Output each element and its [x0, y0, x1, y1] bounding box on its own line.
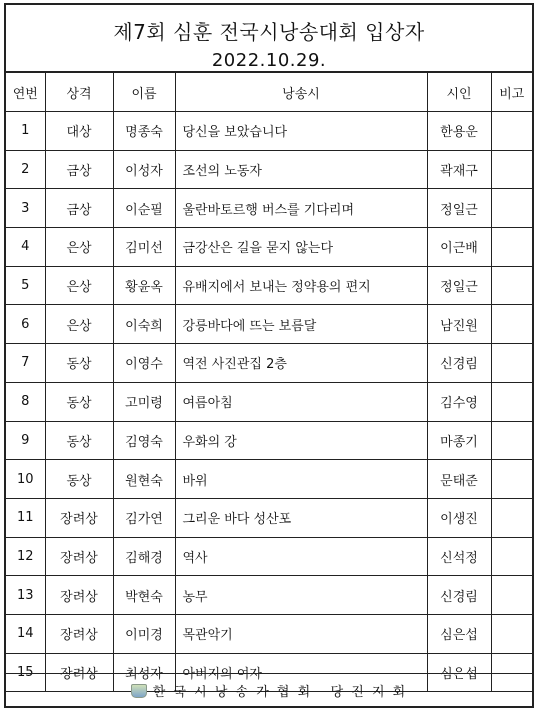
cell-poet: 곽재구 [427, 150, 491, 189]
table-row [6, 305, 532, 344]
cell-award: 동상 [45, 344, 113, 383]
cell-no: 6 [6, 305, 45, 344]
cell-award: 장려상 [45, 576, 113, 615]
cell-poet: 정일근 [427, 189, 491, 228]
cell-note [491, 460, 532, 499]
cell-award: 동상 [45, 421, 113, 460]
cell-name: 박현숙 [113, 576, 175, 615]
cell-poet: 마종기 [427, 421, 491, 460]
cell-no: 9 [6, 421, 45, 460]
table-row [6, 189, 532, 228]
cell-note [491, 228, 532, 267]
cell-no: 10 [6, 460, 45, 499]
cell-name: 이숙희 [113, 305, 175, 344]
table-row [6, 150, 532, 189]
cell-note [491, 112, 532, 151]
cell-name: 최성자 [113, 653, 175, 692]
cell-poem: 역전 사진관집 2층 [175, 344, 427, 383]
cell-name: 이영수 [113, 344, 175, 383]
table-row [6, 421, 532, 460]
cell-note [491, 614, 532, 653]
cell-poet: 신경림 [427, 344, 491, 383]
title-block [6, 5, 532, 72]
association-logo-icon [131, 684, 147, 698]
col-header-no: 연번 [6, 73, 45, 112]
cell-poem: 당신을 보았습니다 [175, 112, 427, 151]
table-row [6, 112, 532, 151]
cell-name: 명종숙 [113, 112, 175, 151]
table-row [6, 344, 532, 383]
cell-poem: 그리운 바다 성산포 [175, 498, 427, 537]
cell-poem: 우화의 강 [175, 421, 427, 460]
cell-note [491, 150, 532, 189]
cell-poem: 금강산은 길을 묻지 않는다 [175, 228, 427, 267]
cell-award: 장려상 [45, 614, 113, 653]
cell-no: 12 [6, 537, 45, 576]
cell-award: 대상 [45, 112, 113, 151]
cell-note [491, 498, 532, 537]
award-sheet [4, 3, 534, 708]
table-row [6, 498, 532, 537]
cell-poem: 바위 [175, 460, 427, 499]
cell-note [491, 421, 532, 460]
cell-name: 황윤옥 [113, 266, 175, 305]
cell-name: 고미령 [113, 382, 175, 421]
col-header-note: 비고 [491, 73, 532, 112]
cell-poem: 울란바토르행 버스를 기다리며 [175, 189, 427, 228]
cell-name: 김해경 [113, 537, 175, 576]
cell-poet: 이생진 [427, 498, 491, 537]
cell-poem: 여름아침 [175, 382, 427, 421]
table-header-row [6, 73, 532, 112]
cell-note [491, 537, 532, 576]
cell-poet: 신경림 [427, 576, 491, 615]
table-row [6, 537, 532, 576]
table-row [6, 382, 532, 421]
cell-note [491, 576, 532, 615]
cell-award: 은상 [45, 266, 113, 305]
cell-note [491, 305, 532, 344]
cell-no: 11 [6, 498, 45, 537]
cell-note [491, 382, 532, 421]
cell-poem: 유배지에서 보내는 정약용의 편지 [175, 266, 427, 305]
cell-no: 4 [6, 228, 45, 267]
cell-poet: 심은섭 [427, 653, 491, 692]
cell-no: 1 [6, 112, 45, 151]
col-header-award: 상격 [45, 73, 113, 112]
col-header-poem: 낭송시 [175, 73, 427, 112]
cell-award: 금상 [45, 189, 113, 228]
cell-no: 14 [6, 614, 45, 653]
cell-poem: 목관악기 [175, 614, 427, 653]
cell-note [491, 189, 532, 228]
table-row [6, 266, 532, 305]
cell-no: 3 [6, 189, 45, 228]
cell-no: 15 [6, 653, 45, 692]
cell-award: 장려상 [45, 537, 113, 576]
event-date: 2022.10.29. [211, 50, 327, 71]
cell-award: 동상 [45, 460, 113, 499]
cell-name: 이성자 [113, 150, 175, 189]
col-header-poet: 시인 [427, 73, 491, 112]
cell-award: 동상 [45, 382, 113, 421]
cell-no: 7 [6, 344, 45, 383]
cell-name: 원현숙 [113, 460, 175, 499]
cell-poet: 이근배 [427, 228, 491, 267]
footer-org: 한 국 시 낭 송 가 협 회 당 진 지 회 [152, 684, 408, 700]
cell-note [491, 344, 532, 383]
cell-award: 금상 [45, 150, 113, 189]
cell-poet: 한용운 [427, 112, 491, 151]
winners-table [6, 72, 532, 692]
cell-name: 김가연 [113, 498, 175, 537]
cell-no: 8 [6, 382, 45, 421]
cell-award: 은상 [45, 228, 113, 267]
cell-note [491, 266, 532, 305]
cell-poet: 남진원 [427, 305, 491, 344]
cell-poem: 농무 [175, 576, 427, 615]
cell-poet: 신석정 [427, 537, 491, 576]
cell-award: 은상 [45, 305, 113, 344]
cell-name: 김영숙 [113, 421, 175, 460]
cell-poet: 정일근 [427, 266, 491, 305]
cell-poet: 심은섭 [427, 614, 491, 653]
table-row [6, 614, 532, 653]
cell-no: 5 [6, 266, 45, 305]
table-row [6, 460, 532, 499]
page-title: 제7회 심훈 전국시낭송대회 입상자 [113, 20, 425, 44]
cell-no: 2 [6, 150, 45, 189]
cell-award: 장려상 [45, 653, 113, 692]
cell-poet: 김수영 [427, 382, 491, 421]
cell-name: 이순필 [113, 189, 175, 228]
cell-poem: 강릉바다에 뜨는 보름달 [175, 305, 427, 344]
cell-poem: 역사 [175, 537, 427, 576]
table-row [6, 228, 532, 267]
table-row [6, 576, 532, 615]
cell-award: 장려상 [45, 498, 113, 537]
col-header-name: 이름 [113, 73, 175, 112]
cell-poet: 문태준 [427, 460, 491, 499]
cell-poem: 아버지의 여자 [175, 653, 427, 692]
cell-poem: 조선의 노동자 [175, 150, 427, 189]
cell-no: 13 [6, 576, 45, 615]
cell-name: 이미경 [113, 614, 175, 653]
footer [6, 673, 532, 706]
cell-name: 김미선 [113, 228, 175, 267]
